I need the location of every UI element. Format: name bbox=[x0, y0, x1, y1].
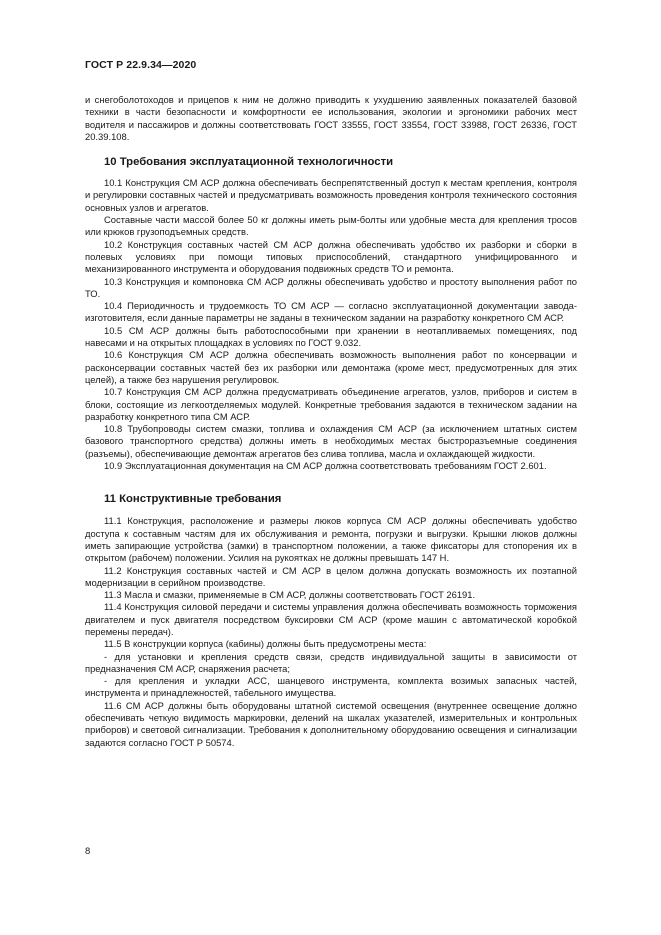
paragraph-10-6: 10.6 Конструкция СМ АСР должна обеспечивать возможность выполнения работ по консервации и расконсервации составных частей без их разборки или демонтажа (кроме мест, предусмотренных для этих целей), а также без нарушения регулировок. bbox=[85, 349, 577, 385]
paragraph-10-9: 10.9 Эксплуатационная документация на СМ АСР должна соответствовать требованиям ГОСТ 2.601. bbox=[104, 460, 547, 472]
intro-paragraph: и снегоболотоходов и прицепов к ним не должно приводить к ухудшению заявленных показателей базовой техники в части безопасности и комфортности ее использования, экологии и эргономики рабочих мест водителя и пассажиров и должны соответствовать ГОСТ 33555, ГОСТ 33554, ГОСТ 33988, ГОСТ 26336, ГОСТ 20.39.108. bbox=[85, 94, 577, 142]
document-header: ГОСТ Р 22.9.34—2020 bbox=[85, 59, 197, 71]
paragraph-10-3: 10.3 Конструкция и компоновка СМ АСР должны обеспечивать удобство и простоту выполнения работ по ТО. bbox=[85, 275, 577, 299]
paragraph-11-3: 11.3 Масла и смазки, применяемые в СМ АСР, должны соответствовать ГОСТ 26191. bbox=[104, 589, 476, 601]
paragraph-10-2: 10.2 Конструкция составных частей СМ АСР должна обеспечивать удобство их разборки и сборки в полевых условиях при помощи типовых приспособлений, стандартного унифицированного и механизированного инструмента и оборудования подвижных средств ТО и ремонта. bbox=[85, 238, 577, 275]
section-11-heading: 11 Конструктивные требования bbox=[104, 493, 282, 506]
paragraph-11-5: 11.5 В конструкции корпуса (кабины) должны быть предусмотрены места: bbox=[104, 638, 427, 650]
paragraph-10-1-note: Составные части массой более 50 кг должны иметь рым-болты или удобные места для крепления тросов или крюков грузоподъемных средств. bbox=[85, 214, 577, 238]
page-number: 8 bbox=[85, 846, 91, 857]
paragraph-11-4: 11.4 Конструкция силовой передачи и системы управления должна обеспечивать возможность торможения двигателем и пуск двигателя посредством буксировки СМ АСР (кроме машин с автоматической коробкой перемены передач). bbox=[85, 601, 577, 637]
paragraph-11-2: 11.2 Конструкция составных частей и СМ АСР в целом должна допускать возможность их поэтапной модернизации в серийном производстве. bbox=[85, 564, 577, 588]
paragraph-11-6: 11.6 СМ АСР должны быть оборудованы штатной системой освещения (внутреннее освещение должно обеспечивать четкую видимость маркировки, делений на шкалах указателей, измерительных и контрольных приборов) и световой сигнализации. Требования к дополнительному оборудованию освещения и сигнализации задаются согласно ГОСТ Р 50574. bbox=[85, 699, 577, 748]
paragraph-10-8: 10.8 Трубопроводы систем смазки, топлива и охлаждения СМ АСР (за исключением штатных систем базового транспортного средства) должны иметь в необходимых местах быстроразъемные соединения (разъемы), обеспечивающие демонтаж агрегатов без слива топлива, масла и охлаждающей жидкости. bbox=[85, 423, 577, 459]
page-body bbox=[85, 94, 577, 749]
paragraph-10-4: 10.4 Периодичность и трудоемкость ТО СМ АСР — согласно эксплуатационной документации завода-изготовителя, если данные параметры не заданы в техническом задании на разработку конкретного СМ АСР. bbox=[85, 300, 577, 324]
paragraph-11-1: 11.1 Конструкция, расположение и размеры люков корпуса СМ АСР должны обеспечивать удобство доступа к составным частям для их обслуживания и ремонта, погрузки и выгрузки. Крышки люков должны иметь запирающие устройства (замки) в транспортном положении, а также фиксаторы для стопорения их в открытом (рабочем) положении. Усилия на рукоятках не должны превышать 147 Н. bbox=[85, 515, 577, 564]
list-item-11-5-b: - для крепления и укладки АСС, шанцевого инструмента, комплекта возимых запасных частей, инструмента и принадлежностей, табельного имущества. bbox=[85, 675, 577, 699]
section-10-heading: 10 Требования эксплуатационной технологичности bbox=[104, 156, 394, 169]
paragraph-10-1: 10.1 Конструкция СМ АСР должна обеспечивать беспрепятственный доступ к местам крепления, контроля и регулировки составных частей и предусматривать возможность проведения контроля технического состояния основных узлов и агрегатов. bbox=[85, 177, 577, 213]
paragraph-10-5: 10.5 СМ АСР должны быть работоспособными при хранении в неотапливаемых помещениях, под навесами и на открытых площадках в условиях по ГОСТ 9.032. bbox=[85, 324, 577, 349]
list-item-11-5-a: - для установки и крепления средств связи, средств индивидуальной защиты в зависимости от предназначения СМ АСР, снаряжения расчета; bbox=[85, 650, 577, 674]
paragraph-10-7: 10.7 Конструкция СМ АСР должна предусматривать объединение агрегатов, узлов, приборов и систем в блоки, состоящие из легкоотделяемых модулей. Конкретные требования задаются в техническом задании на разработку конкретного типа СМ АСР. bbox=[85, 386, 577, 422]
